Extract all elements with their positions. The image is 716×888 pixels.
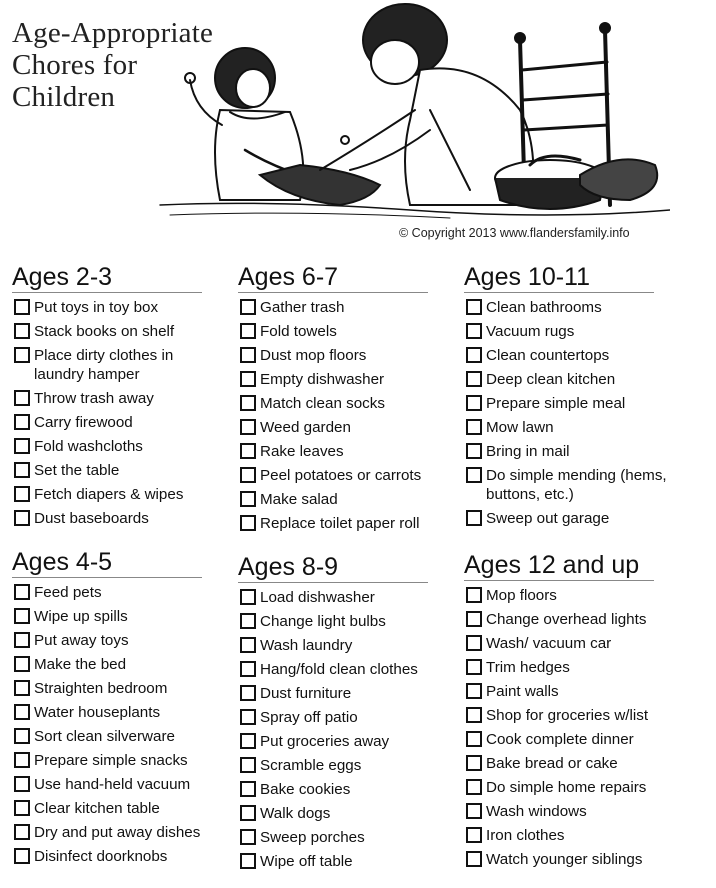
chore-item [238,636,453,655]
checkbox[interactable] [240,637,256,653]
chore-item [464,610,679,629]
chore-item [464,658,679,677]
checkbox[interactable] [466,803,482,819]
chore-item [12,799,227,818]
checkbox[interactable] [466,779,482,795]
checkbox[interactable] [466,755,482,771]
chore-label: Throw trash away [34,390,154,407]
chore-item [238,490,453,509]
chore-item [464,730,679,749]
checkbox[interactable] [14,510,30,526]
chore-item [12,509,227,528]
chore-list [464,298,679,528]
chore-label: Iron clothes [486,827,565,844]
chore-label: Paint walls [486,683,559,700]
chore-label: Use hand-held vacuum [34,776,191,793]
checkbox[interactable] [14,728,30,744]
checkbox[interactable] [466,587,482,603]
chore-label: Gather trash [260,299,345,316]
chore-item [238,346,453,365]
chore-label: Stack books on shelf [34,323,175,340]
chore-item [12,727,227,746]
chore-label: Straighten bedroom [34,680,168,697]
chore-label: Bring in mail [486,443,570,460]
chore-item [12,583,227,602]
chore-label: Mow lawn [486,419,554,436]
chore-label: Watch younger siblings [486,851,643,868]
chore-label: Place dirty clothes in laundry hamper [34,347,174,383]
chore-label: Shop for groceries w/list [486,707,649,724]
checkbox[interactable] [240,733,256,749]
checkbox[interactable] [240,299,256,315]
chore-label: Make the bed [34,656,127,673]
checkbox[interactable] [14,347,30,363]
chore-label: Put groceries away [260,733,390,750]
chore-label: Dry and put away dishes [34,824,201,841]
chore-label: Put away toys [34,632,129,649]
checkbox[interactable] [240,757,256,773]
chore-item [464,298,679,317]
checkbox[interactable] [466,731,482,747]
checkbox[interactable] [466,467,482,483]
checkbox[interactable] [14,752,30,768]
checkbox[interactable] [240,395,256,411]
chore-item [464,394,679,413]
chore-label: Weed garden [260,419,351,436]
chore-item [464,370,679,389]
chore-label: Wipe up spills [34,608,128,625]
chore-item [238,612,453,631]
checkbox[interactable] [466,683,482,699]
chore-list [464,586,679,869]
chore-label: Make salad [260,491,338,508]
chore-label: Fold towels [260,323,337,340]
chore-item [238,370,453,389]
chore-label: Dust baseboards [34,510,149,527]
chore-item [238,684,453,703]
checkbox[interactable] [14,704,30,720]
chore-item [12,823,227,842]
chore-label: Mop floors [486,587,557,604]
chore-item [464,322,679,341]
checkbox[interactable] [466,347,482,363]
checkbox[interactable] [14,299,30,315]
chore-item [464,778,679,797]
chore-label: Spray off patio [260,709,358,726]
chore-item [12,679,227,698]
checkbox[interactable] [14,632,30,648]
chore-item [12,485,227,504]
chore-item [238,394,453,413]
chore-label: Wash laundry [260,637,353,654]
checkbox[interactable] [466,443,482,459]
chore-item [12,775,227,794]
chore-label: Dust mop floors [260,347,367,364]
chore-label: Wash windows [486,803,587,820]
checkbox[interactable] [14,323,30,339]
checkbox[interactable] [466,659,482,675]
section-heading: Ages 6-7 [238,263,428,293]
chore-item [238,298,453,317]
checkbox[interactable] [466,323,482,339]
chore-label: Change overhead lights [486,611,647,628]
checkbox[interactable] [240,515,256,531]
checkbox[interactable] [240,371,256,387]
chore-label: Do simple home repairs [486,779,647,796]
chore-item [12,631,227,650]
chore-label: Rake leaves [260,443,344,460]
checkbox[interactable] [14,486,30,502]
title-line-2: Chores for [12,48,138,81]
chore-label: Clean bathrooms [486,299,602,316]
chore-label: Bake bread or cake [486,755,618,772]
chore-label: Clear kitchen table [34,800,160,817]
chore-label: Sort clean silverware [34,728,175,745]
chore-item [12,346,227,384]
chore-item [464,509,679,528]
chore-item [464,466,679,504]
checkbox[interactable] [240,853,256,869]
chore-label: Walk dogs [260,805,331,822]
chore-item [464,586,679,605]
checkbox[interactable] [466,635,482,651]
chore-item [12,298,227,317]
checkbox[interactable] [240,685,256,701]
chore-label: Do simple mending (hems, buttons, etc.) [486,467,667,503]
chore-label: Wash/ vacuum car [486,635,612,652]
chore-list [238,298,453,533]
chore-label: Set the table [34,462,120,479]
chore-label: Put toys in toy box [34,299,159,316]
chore-label: Change light bulbs [260,613,386,630]
chore-item [238,466,453,485]
checkbox[interactable] [466,851,482,867]
chore-list [238,588,453,871]
chore-item [464,634,679,653]
checkbox[interactable] [466,395,482,411]
checkbox[interactable] [240,443,256,459]
chore-item [238,514,453,533]
checkbox[interactable] [14,800,30,816]
chore-label: Bake cookies [260,781,351,798]
checkbox[interactable] [240,347,256,363]
section-heading: Ages 2-3 [12,263,202,293]
chore-item [238,828,453,847]
checkbox[interactable] [14,824,30,840]
chore-label: Carry firewood [34,414,133,431]
checkbox[interactable] [14,462,30,478]
chore-item [12,607,227,626]
section-ages-12-up [464,551,679,874]
checkbox[interactable] [14,390,30,406]
chore-item [238,756,453,775]
chore-item [238,780,453,799]
section-ages-2-3 [12,263,227,533]
chore-label: Dust furniture [260,685,352,702]
chore-label: Fold washcloths [34,438,143,455]
checkbox[interactable] [14,656,30,672]
chore-item [238,442,453,461]
checkbox[interactable] [240,323,256,339]
checkbox[interactable] [14,680,30,696]
chore-label: Vacuum rugs [486,323,575,340]
checkbox[interactable] [240,419,256,435]
chore-label: Fetch diapers & wipes [34,486,184,503]
chore-item [12,437,227,456]
section-heading: Ages 8-9 [238,553,428,583]
checkbox[interactable] [240,613,256,629]
checkbox[interactable] [240,709,256,725]
checkbox[interactable] [240,805,256,821]
chore-label: Feed pets [34,584,102,601]
chore-label: Peel potatoes or carrots [260,467,422,484]
checkbox[interactable] [14,414,30,430]
checkbox[interactable] [240,491,256,507]
chore-item [464,682,679,701]
chore-item [238,708,453,727]
section-ages-8-9 [238,553,453,876]
chore-label: Sweep out garage [486,510,610,527]
section-heading: Ages 12 and up [464,551,654,581]
chore-item [238,660,453,679]
chore-item [464,754,679,773]
chore-label: Clean countertops [486,347,610,364]
checkbox[interactable] [14,776,30,792]
chore-label: Prepare simple meal [486,395,626,412]
chore-item [12,655,227,674]
chore-label: Prepare simple snacks [34,752,188,769]
chore-item [464,418,679,437]
chore-item [464,802,679,821]
checkbox[interactable] [240,781,256,797]
section-heading: Ages 4-5 [12,548,202,578]
checkbox[interactable] [240,829,256,845]
chore-item [464,346,679,365]
chore-item [12,389,227,408]
chore-item [12,413,227,432]
chore-item [238,852,453,871]
chore-item [238,732,453,751]
mother-child-illustration [150,0,670,225]
chore-item [12,703,227,722]
chore-list [12,298,227,528]
chore-item [238,418,453,437]
chore-label: Water houseplants [34,704,161,721]
chore-label: Wipe off table [260,853,353,870]
chore-item [12,847,227,866]
chore-label: Replace toilet paper roll [260,515,420,532]
chore-label: Load dishwasher [260,589,375,606]
checkbox[interactable] [14,848,30,864]
checkbox[interactable] [240,589,256,605]
title-line-3: Children [12,80,116,113]
checkbox[interactable] [466,510,482,526]
section-ages-4-5 [12,548,227,871]
chore-label: Scramble eggs [260,757,362,774]
section-ages-10-11 [464,263,679,533]
chore-item [238,804,453,823]
chore-item [238,588,453,607]
chore-item [12,751,227,770]
chore-item [12,322,227,341]
chore-label: Disinfect doorknobs [34,848,168,865]
checkbox[interactable] [466,611,482,627]
checkbox[interactable] [14,584,30,600]
checkbox[interactable] [466,299,482,315]
chore-label: Cook complete dinner [486,731,634,748]
chore-label: Empty dishwasher [260,371,385,388]
chore-item [464,442,679,461]
section-heading: Ages 10-11 [464,263,654,293]
checkbox[interactable] [14,608,30,624]
chore-item [464,850,679,869]
checkbox[interactable] [466,419,482,435]
checkbox[interactable] [240,661,256,677]
chore-label: Deep clean kitchen [486,371,616,388]
checkbox[interactable] [466,827,482,843]
checkbox[interactable] [466,371,482,387]
chore-label: Trim hedges [486,659,570,676]
checkbox[interactable] [466,707,482,723]
chore-item [12,461,227,480]
section-ages-6-7 [238,263,453,538]
chore-label: Hang/fold clean clothes [260,661,418,678]
chore-label: Sweep porches [260,829,365,846]
chore-item [238,322,453,341]
title-line-1: Age-Appropriate [12,17,214,49]
chore-item [464,826,679,845]
checkbox[interactable] [14,438,30,454]
copyright-notice: © Copyright 2013 www.flandersfamily.info [399,226,630,240]
chore-label: Match clean socks [260,395,385,412]
chore-list [12,583,227,866]
checkbox[interactable] [240,467,256,483]
chore-item [464,706,679,725]
